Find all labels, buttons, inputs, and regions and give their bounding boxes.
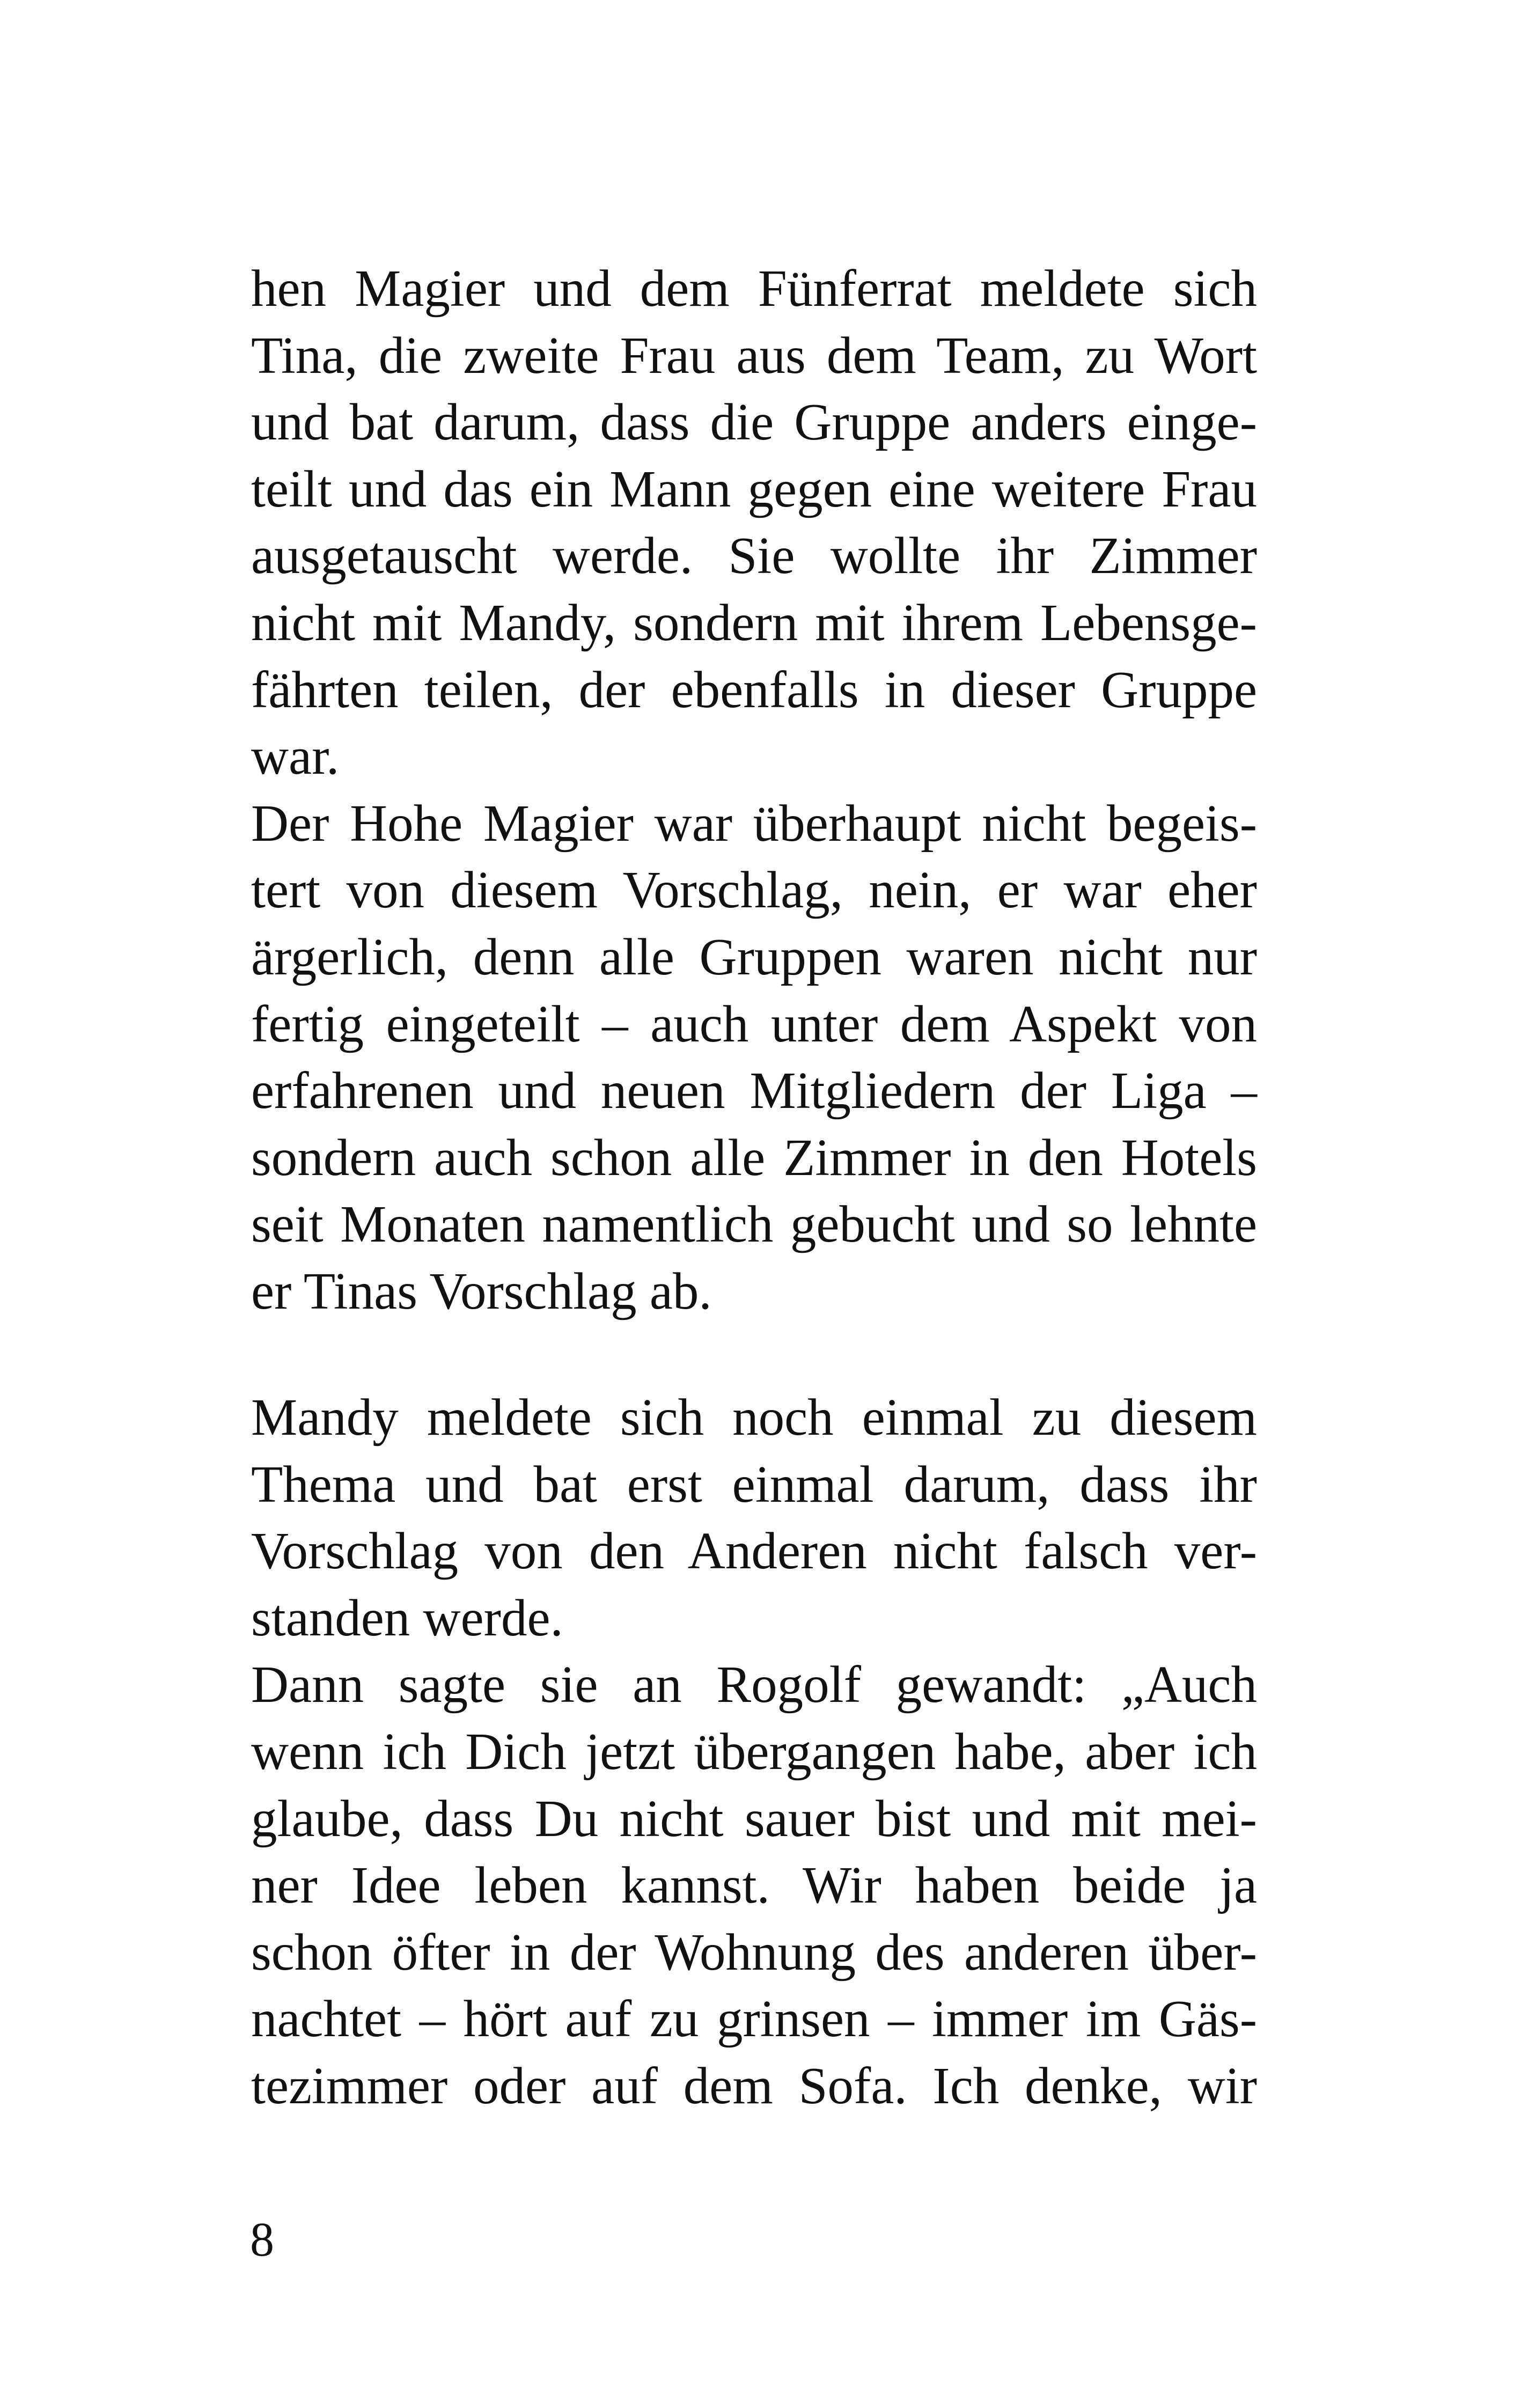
page-number: 8: [250, 2213, 274, 2266]
text-line: hen Magier und dem Fünferrat meldete sich: [251, 260, 1257, 317]
text-line: ner Idee leben kannst. Wir haben beide ja: [251, 1856, 1257, 1914]
text-line: Thema und bat erst einmal darum, dass ihr: [251, 1455, 1257, 1513]
text-line: er Tinas Vorschlag ab.: [251, 1262, 712, 1320]
text-line: Vorschlag von den Anderen nicht falsch ver-: [251, 1522, 1257, 1580]
text-line: fährten teilen, der ebenfalls in dieser Gruppe: [251, 660, 1257, 718]
text-line: ärgerlich, denn alle Gruppen waren nicht nur: [251, 928, 1257, 986]
text-line: Dann sagte sie an Rogolf gewandt: „Auch: [251, 1656, 1257, 1714]
text-line: fertig eingeteilt – auch unter dem Aspekt von: [251, 995, 1257, 1053]
text-line: nicht mit Mandy, sondern mit ihrem Lebensge-: [251, 593, 1257, 651]
text-line: glaube, dass Du nicht sauer bist und mit mei-: [251, 1789, 1257, 1847]
text-line: nachtet – hört auf zu grinsen – immer im Gäs-: [251, 1990, 1257, 2048]
text-line: schon öfter in der Wohnung des anderen über-: [251, 1923, 1257, 1981]
text-line: standen werde.: [251, 1589, 563, 1647]
text-line: tert von diesem Vorschlag, nein, er war eher: [251, 861, 1257, 919]
text-line: seit Monaten namentlich gebucht und so lehnte: [251, 1195, 1257, 1253]
paragraph-block-1: [251, 255, 1257, 1325]
text-line: ausgetauscht werde. Sie wollte ihr Zimmer: [251, 527, 1257, 585]
text-line: teilt und das ein Mann gegen eine weitere Frau: [251, 460, 1257, 518]
text-line: und bat darum, dass die Gruppe anders einge-: [251, 393, 1257, 451]
text-line: wenn ich Dich jetzt übergangen habe, aber ich: [251, 1722, 1257, 1780]
text-line: sondern auch schon alle Zimmer in den Hotels: [251, 1128, 1257, 1186]
text-line: erfahrenen und neuen Mitgliedern der Liga –: [251, 1062, 1257, 1120]
text-line: Mandy meldete sich noch einmal zu diesem: [251, 1389, 1257, 1446]
text-line: Der Hohe Magier war überhaupt nicht begeis-: [251, 794, 1257, 852]
text-line: Tina, die zweite Frau aus dem Team, zu Wort: [251, 326, 1257, 384]
text-line: tezimmer oder auf dem Sofa. Ich denke, wir: [251, 2057, 1257, 2115]
text-line: war.: [251, 728, 340, 785]
paragraph-block-2: [251, 1384, 1257, 2120]
